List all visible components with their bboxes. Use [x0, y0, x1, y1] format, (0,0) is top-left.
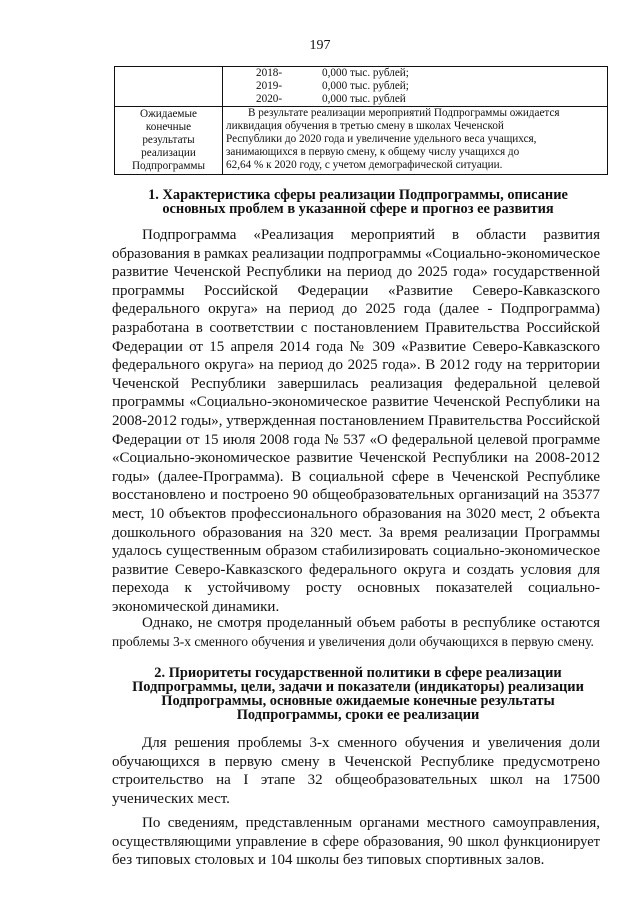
title-line: Подпрограммы, основные ожидаемые конечные результаты	[161, 693, 555, 709]
text-line: удалось существенным образом стабилизировать социально-экономическое	[112, 543, 600, 560]
text-line: развитие Чеченской Республики на период до 2025 года» государственной	[112, 264, 600, 281]
result-line: ликвидация обучения в третью смену в школах Чеченской	[226, 120, 504, 132]
section-2-paragraph-2	[112, 814, 600, 870]
funding-year: 2020-	[256, 93, 283, 105]
expected-results-row	[115, 107, 608, 175]
section-2-title	[110, 666, 606, 722]
section-2-paragraph-1	[112, 734, 600, 808]
text-line: перехода к устойчивому росту основных показателей социально-	[112, 580, 600, 597]
funding-label-cell	[115, 67, 223, 107]
funding-amount: 0,000 тыс. рублей	[322, 93, 406, 105]
text-line: разработана в соответствии с постановлением Правительства Российской	[112, 319, 600, 336]
text-line: без типовых столовых и 104 школы без типовых спортивных залов.	[112, 852, 545, 869]
text-line: Однако, не смотря проделанный объем работы в республике остаются	[142, 615, 600, 631]
text-line: федерального округа» на период до 2025 года». В 2012 году на территории	[112, 357, 600, 374]
result-line: занимающихся в первую смену, к общему числу учащихся до	[226, 146, 520, 158]
text-line: проблемы 3-х сменного обучения и увеличения доли обучающихся в первую смену.	[112, 633, 594, 649]
funding-row	[115, 67, 608, 107]
funding-line	[226, 80, 604, 93]
title-line: основных проблем в указанной сфере и прогноз ее развития	[162, 201, 554, 217]
funding-line	[226, 93, 604, 106]
label-line: результаты	[142, 134, 195, 146]
title-line: Подпрограммы, цели, задачи и показатели (индикаторы) реализации	[132, 679, 584, 695]
title-line: Подпрограммы, сроки ее реализации	[236, 707, 480, 723]
text-line: экономической динамики.	[112, 598, 280, 615]
text-line: «Социально-экономическое развитие Чеченской Республики на 2008-2012	[112, 450, 600, 467]
text-line: мест, 10 объектов профессионального образования на 3020 мест, 2 объекта	[112, 505, 600, 522]
label-line: конечные	[145, 121, 192, 133]
text-line: 2008-2012 годы», утвержденная постановлением Правительства Российской	[112, 412, 601, 429]
expected-results-label	[115, 107, 223, 175]
funding-year: 2018-	[256, 67, 283, 79]
text-line: развитие Северо-Кавказского федерального округа и создать условия для	[112, 561, 600, 578]
section-1-paragraph-2	[112, 614, 600, 651]
passport-table	[114, 66, 608, 175]
text-line: строительство на I этапе 32 общеобразовательных школ на 17500	[112, 772, 600, 789]
text-line: Для решения проблемы 3-х сменного обучения и увеличения доли	[142, 735, 600, 751]
funding-values-cell	[223, 67, 608, 107]
expected-results-text	[223, 107, 608, 175]
page-number: 197	[309, 38, 331, 53]
result-line: Республики до 2020 года и увеличение удельного веса учащихся,	[226, 133, 537, 145]
label-line: Подпрограммы	[131, 160, 206, 172]
result-line: 62,64 % к 2020 году, с учетом демографической ситуации.	[226, 159, 503, 171]
text-line: образования в рамках реализации подпрограммы «Социально-экономическое	[112, 245, 601, 262]
section-1-paragraph-1	[112, 226, 600, 616]
title-line: 2. Приоритеты государственной политики в сфере реализации	[154, 665, 562, 681]
section-1-title	[110, 188, 606, 216]
text-line: восстановлено и построено 90 общеобразовательных организаций на 35377	[112, 487, 600, 504]
text-line: обучающихся в первую смену в Чеченской Республике предусмотрено	[112, 753, 600, 770]
text-line: осуществляющими управление в сфере образования, 90 школ функционирует	[112, 833, 600, 850]
funding-amount: 0,000 тыс. рублей;	[322, 80, 409, 92]
funding-line	[226, 67, 604, 80]
text-line: программы «Социально-экономическое развитие Чеченской Республики на	[112, 394, 600, 411]
label-line: реализации	[141, 147, 196, 159]
label-line: Ожидаемые	[140, 108, 197, 120]
result-line: В результате реализации мероприятий Подпрограммы ожидается	[248, 107, 560, 119]
text-line: годы» (далее-Программа). В социальной сфере в Чеченской Республике	[112, 468, 600, 485]
text-line: Федерации от 15 апреля 2014 года № 309 «Развитие Северо-Кавказского	[112, 338, 600, 355]
funding-year: 2019-	[256, 80, 283, 92]
text-line: федерального округа» на период до 2025 года (далее - Подпрограмма)	[112, 301, 600, 318]
text-line: Чеченской Республики завершилась реализация федеральной целевой	[112, 375, 600, 392]
text-line: Федерации от 15 июля 2008 года № 537 «О федеральной целевой программе	[112, 431, 600, 448]
text-line: ученических мест.	[112, 790, 230, 807]
text-line: дошкольного образования на 320 мест. За время реализации Программы	[112, 524, 600, 541]
title-line: 1. Характеристика сферы реализации Подпрограммы, описание	[148, 187, 568, 203]
text-line: Подпрограмма «Реализация мероприятий в области развития	[142, 227, 600, 243]
text-line: По сведениям, представленным органами местного самоуправления,	[142, 815, 600, 831]
text-line: программы Российской Федерации «Развитие Северо-Кавказского	[112, 282, 600, 299]
funding-amount: 0,000 тыс. рублей;	[322, 67, 409, 79]
